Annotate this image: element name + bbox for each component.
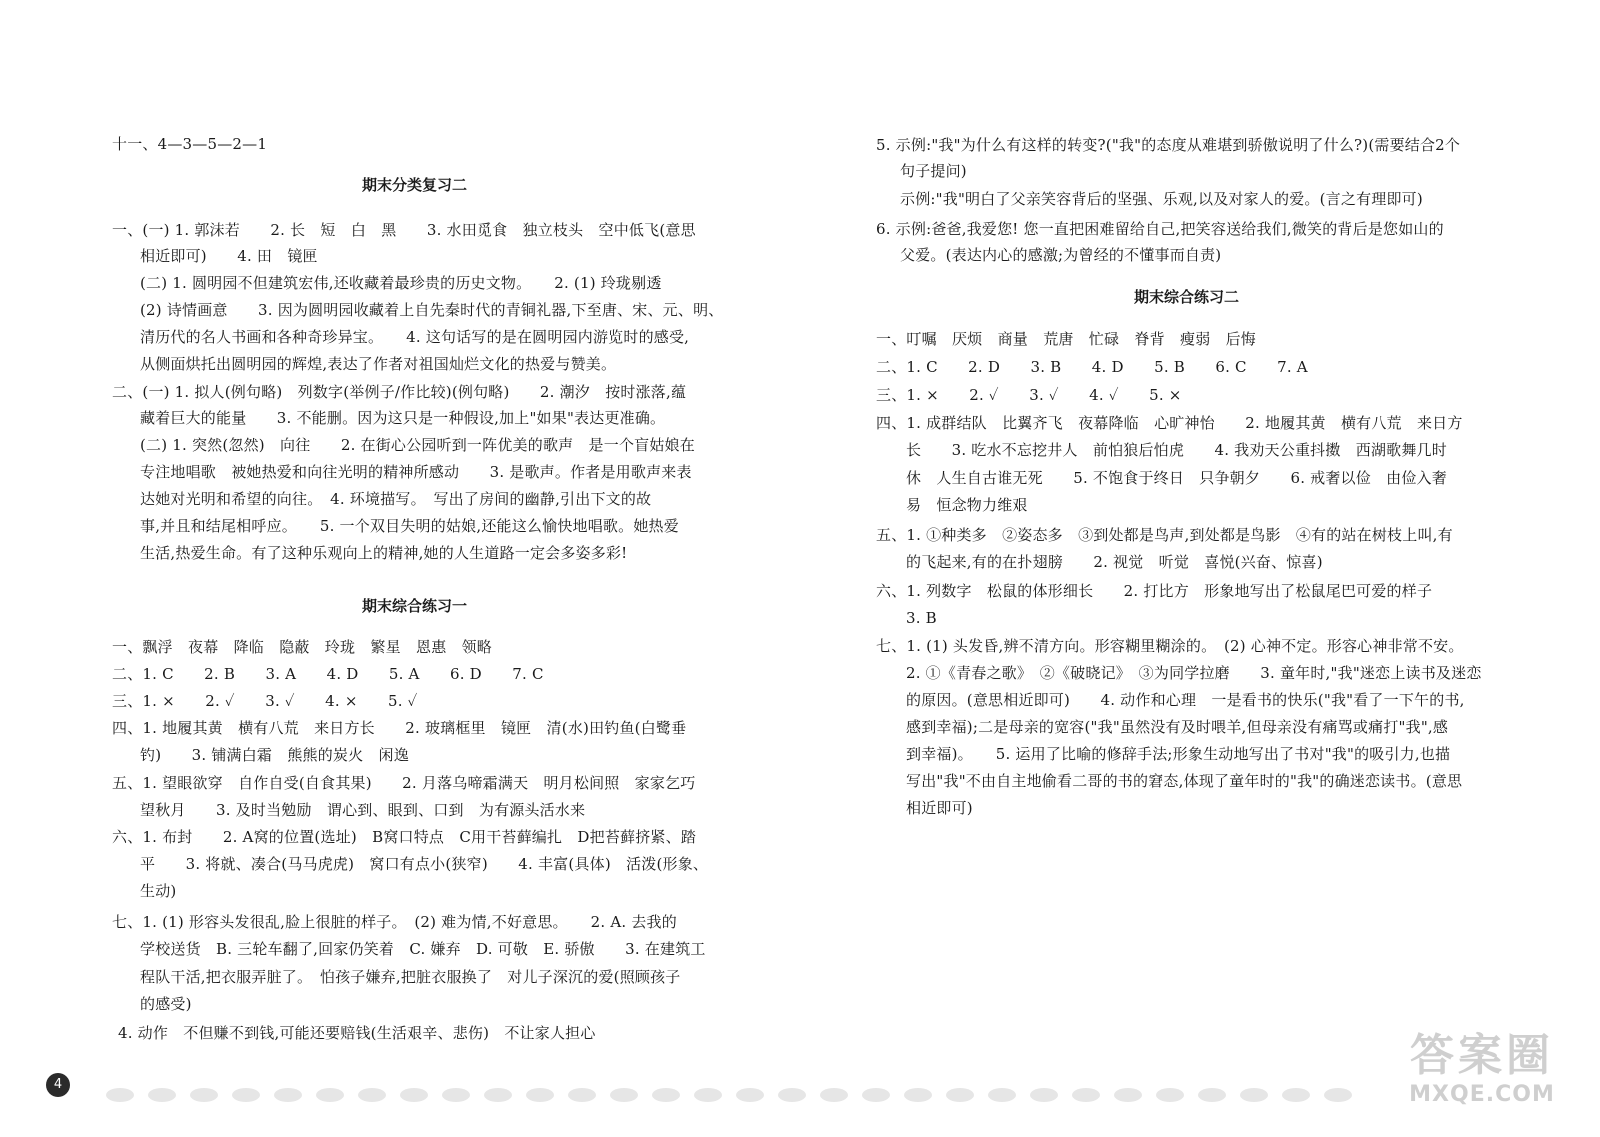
decoration-dot	[1114, 1088, 1142, 1102]
decoration-dot	[820, 1088, 848, 1102]
answer-line: 学校送货 B. 三轮车翻了,回家仍笑着 C. 嫌弃 D. 可敬 E. 骄傲 3. 在建筑工	[140, 940, 706, 958]
decoration-dot	[358, 1088, 386, 1102]
answer-line: 十一、4—3—5—2—1	[112, 135, 268, 153]
decoration-dot	[274, 1088, 302, 1102]
answer-line: 六、1. 列数字 松鼠的体形细长 2. 打比方 形象地写出了松鼠尾巴可爱的样子	[876, 582, 1433, 600]
answer-line: 七、1. (1) 头发昏,辨不清方向。形容糊里糊涂的。 (2) 心神不定。形容心神非常不安。	[876, 637, 1464, 655]
answer-line: 易 恒念物力维艰	[906, 496, 1028, 514]
answer-line: 相近即可) 4. 田 镜匣	[140, 247, 318, 265]
answer-line: 长 3. 吃水不忘挖井人 前怕狼后怕虎 4. 我劝天公重抖擞 西湖歌舞几时	[906, 441, 1447, 459]
decoration-dot	[400, 1088, 428, 1102]
decoration-dot	[778, 1088, 806, 1102]
watermark-logo	[1382, 1030, 1582, 1120]
answer-line: 达她对光明和希望的向往。 4. 环境描写。 写出了房间的幽静,引出下文的故	[140, 490, 652, 508]
answer-line: (2) 诗情画意 3. 因为圆明园收藏着上自先秦时代的青铜礼器,下至唐、宋、元、明、	[140, 301, 724, 319]
answer-line: 一、叮嘱 厌烦 商量 荒唐 忙碌 脊背 瘦弱 后悔	[876, 330, 1257, 348]
answer-line: 相近即可)	[906, 799, 973, 817]
answer-line: 到幸福)。 5. 运用了比喻的修辞手法;形象生动地写出了书对"我"的吸引力,也描	[906, 745, 1451, 763]
answer-line: 的感受)	[140, 995, 192, 1013]
answer-line: 生活,热爱生命。有了这种乐观向上的精神,她的人生道路一定会多姿多彩!	[140, 544, 628, 562]
section-heading: 期末综合练习二	[1134, 288, 1240, 306]
footer-decoration	[76, 1084, 1546, 1104]
answer-line: 程队干活,把衣服弄脏了。 怕孩子嫌弃,把脏衣服换了 对儿子深沉的爱(照顾孩子	[140, 968, 681, 986]
decoration-dot	[988, 1088, 1016, 1102]
decoration-dot	[904, 1088, 932, 1102]
decoration-dot	[148, 1088, 176, 1102]
answer-line: 四、1. 成群结队 比翼齐飞 夜幕降临 心旷神怡 2. 地履其黄 横有八荒 来日方	[876, 414, 1463, 432]
answer-line: 6. 示例:爸爸,我爱您! 您一直把困难留给自己,把笑容送给我们,微笑的背后是您如山的	[876, 220, 1444, 238]
answer-line: 从侧面烘托出圆明园的辉煌,表达了作者对祖国灿烂文化的热爱与赞美。	[140, 355, 617, 373]
answer-line: 示例:"我"明白了父亲笑容背后的坚强、乐观,以及对家人的爱。(言之有理即可)	[900, 190, 1423, 208]
answer-line: 望秋月 3. 及时当勉励 谓心到、眼到、口到 为有源头活水来	[140, 801, 586, 819]
section-heading: 期末分类复习二	[362, 176, 468, 194]
answer-line: 六、1. 布封 2. A窝的位置(选址) B窝口特点 C用干苔藓编扎 D把苔藓挤紧、踏	[112, 828, 697, 846]
answer-line: 五、1. ①种类多 ②姿态多 ③到处都是鸟声,到处都是鸟影 ④有的站在树枝上叫,有	[876, 526, 1453, 544]
decoration-dot	[568, 1088, 596, 1102]
watermark-domain: MXQE.COM	[1409, 1082, 1555, 1107]
answer-line: 4. 动作 不但赚不到钱,可能还要赔钱(生活艰辛、悲伤) 不让家人担心	[118, 1024, 596, 1042]
answer-line: 感到幸福);二是母亲的宽容("我"虽然没有及时喂羊,但母亲没有痛骂或痛打"我",感	[906, 718, 1449, 736]
decoration-dot	[1156, 1088, 1184, 1102]
decoration-dot	[1282, 1088, 1310, 1102]
decoration-dot	[1240, 1088, 1268, 1102]
answer-line: 钓) 3. 铺满白霜 熊熊的炭火 闲逸	[140, 746, 409, 764]
decoration-dot	[1030, 1088, 1058, 1102]
answer-line: 句子提问)	[900, 162, 967, 180]
answer-line: 的原因。(意思相近即可) 4. 动作和心理 一是看书的快乐("我"看了一下午的书,	[906, 691, 1465, 709]
answer-line: 一、飘浮 夜幕 降临 隐蔽 玲珑 繁星 恩惠 领略	[112, 638, 493, 656]
answer-line: 一、(一) 1. 郭沫若 2. 长 短 白 黑 3. 水田觅食 独立枝头 空中低飞(意思	[112, 221, 696, 239]
decoration-dot	[526, 1088, 554, 1102]
answer-line: 父爱。(表达内心的感激;为曾经的不懂事而自责)	[900, 246, 1222, 264]
answer-line: 五、1. 望眼欲穿 自作自受(自食其果) 2. 月落乌啼霜满天 明月松间照 家家乞巧	[112, 774, 696, 792]
answer-line: 藏着巨大的能量 3. 不能删。因为这只是一种假设,加上"如果"表达更准确。	[140, 409, 666, 427]
answer-line: 三、1. × 2. ✓ 3. ✓ 4. ✓ 5. ×	[876, 386, 1182, 404]
decoration-dot	[1198, 1088, 1226, 1102]
answer-line: 清历代的名人书画和各种奇珍异宝。 4. 这句话写的是在圆明园内游览时的感受,	[140, 328, 690, 346]
page-number: 4	[46, 1073, 70, 1097]
decoration-dot	[1072, 1088, 1100, 1102]
answer-line: 七、1. (1) 形容头发很乱,脸上很脏的样子。 (2) 难为情,不好意思。 2. A. 去我的	[112, 913, 677, 931]
answer-line: (二) 1. 突然(忽然) 向往 2. 在街心公园听到一阵优美的歌声 是一个盲姑娘在	[140, 436, 695, 454]
decoration-dot	[484, 1088, 512, 1102]
section-heading: 期末综合练习一	[362, 597, 468, 615]
answer-line: 2. ①《青春之歌》 ②《破晓记》 ③为同学拉磨 3. 童年时,"我"迷恋上读书及迷恋	[906, 664, 1482, 682]
answer-line: 写出"我"不由自主地偷看二哥的书的窘态,体现了童年时的"我"的确迷恋读书。(意思	[906, 772, 1463, 790]
answer-line: (二) 1. 圆明园不但建筑宏伟,还收藏着最珍贵的历史文物。 2. (1) 玲珑剔透	[140, 274, 662, 292]
decoration-dot	[316, 1088, 344, 1102]
decoration-dot	[736, 1088, 764, 1102]
answer-line: 5. 示例:"我"为什么有这样的转变?("我"的态度从难堪到骄傲说明了什么?)(需要结合2个	[876, 136, 1461, 154]
answer-line: 事,并且和结尾相呼应。 5. 一个双目失明的姑娘,还能这么愉快地唱歌。她热爱	[140, 517, 679, 535]
decoration-dot	[610, 1088, 638, 1102]
answer-line: 专注地唱歌 被她热爱和向往光明的精神所感动 3. 是歌声。作者是用歌声来表	[140, 463, 692, 481]
answer-line: 二、(一) 1. 拟人(例句略) 列数字(举例子/作比较)(例句略) 2. 潮汐 按时涨落,蕴	[112, 383, 687, 401]
decoration-dot	[652, 1088, 680, 1102]
answer-line: 二、1. C 2. B 3. A 4. D 5. A 6. D 7. C	[112, 665, 544, 683]
decoration-dot	[862, 1088, 890, 1102]
answer-line: 三、1. × 2. ✓ 3. ✓ 4. × 5. ✓	[112, 692, 418, 710]
answer-line: 生动)	[140, 882, 177, 900]
decoration-dot	[1324, 1088, 1352, 1102]
answer-line: 二、1. C 2. D 3. B 4. D 5. B 6. C 7. A	[876, 358, 1308, 376]
decoration-dot	[106, 1088, 134, 1102]
answer-line: 四、1. 地履其黄 横有八荒 来日方长 2. 玻璃框里 镜匣 清(水)田钓鱼(白鹭垂	[112, 719, 687, 737]
decoration-dot	[232, 1088, 260, 1102]
decoration-dot	[694, 1088, 722, 1102]
answer-line: 平 3. 将就、凑合(马马虎虎) 窝口有点小(狭窄) 4. 丰富(具体) 活泼(形象、	[140, 855, 709, 873]
decoration-dot	[442, 1088, 470, 1102]
answer-line: 的飞起来,有的在扑翅膀 2. 视觉 听觉 喜悦(兴奋、惊喜)	[906, 553, 1323, 571]
answer-line: 休 人生自古谁无死 5. 不饱食于终日 只争朝夕 6. 戒奢以俭 由俭入奢	[906, 469, 1447, 487]
decoration-dot	[946, 1088, 974, 1102]
answer-line: 3. B	[906, 609, 937, 627]
watermark-mark: 答案圈	[1410, 1030, 1554, 1081]
decoration-dot	[190, 1088, 218, 1102]
